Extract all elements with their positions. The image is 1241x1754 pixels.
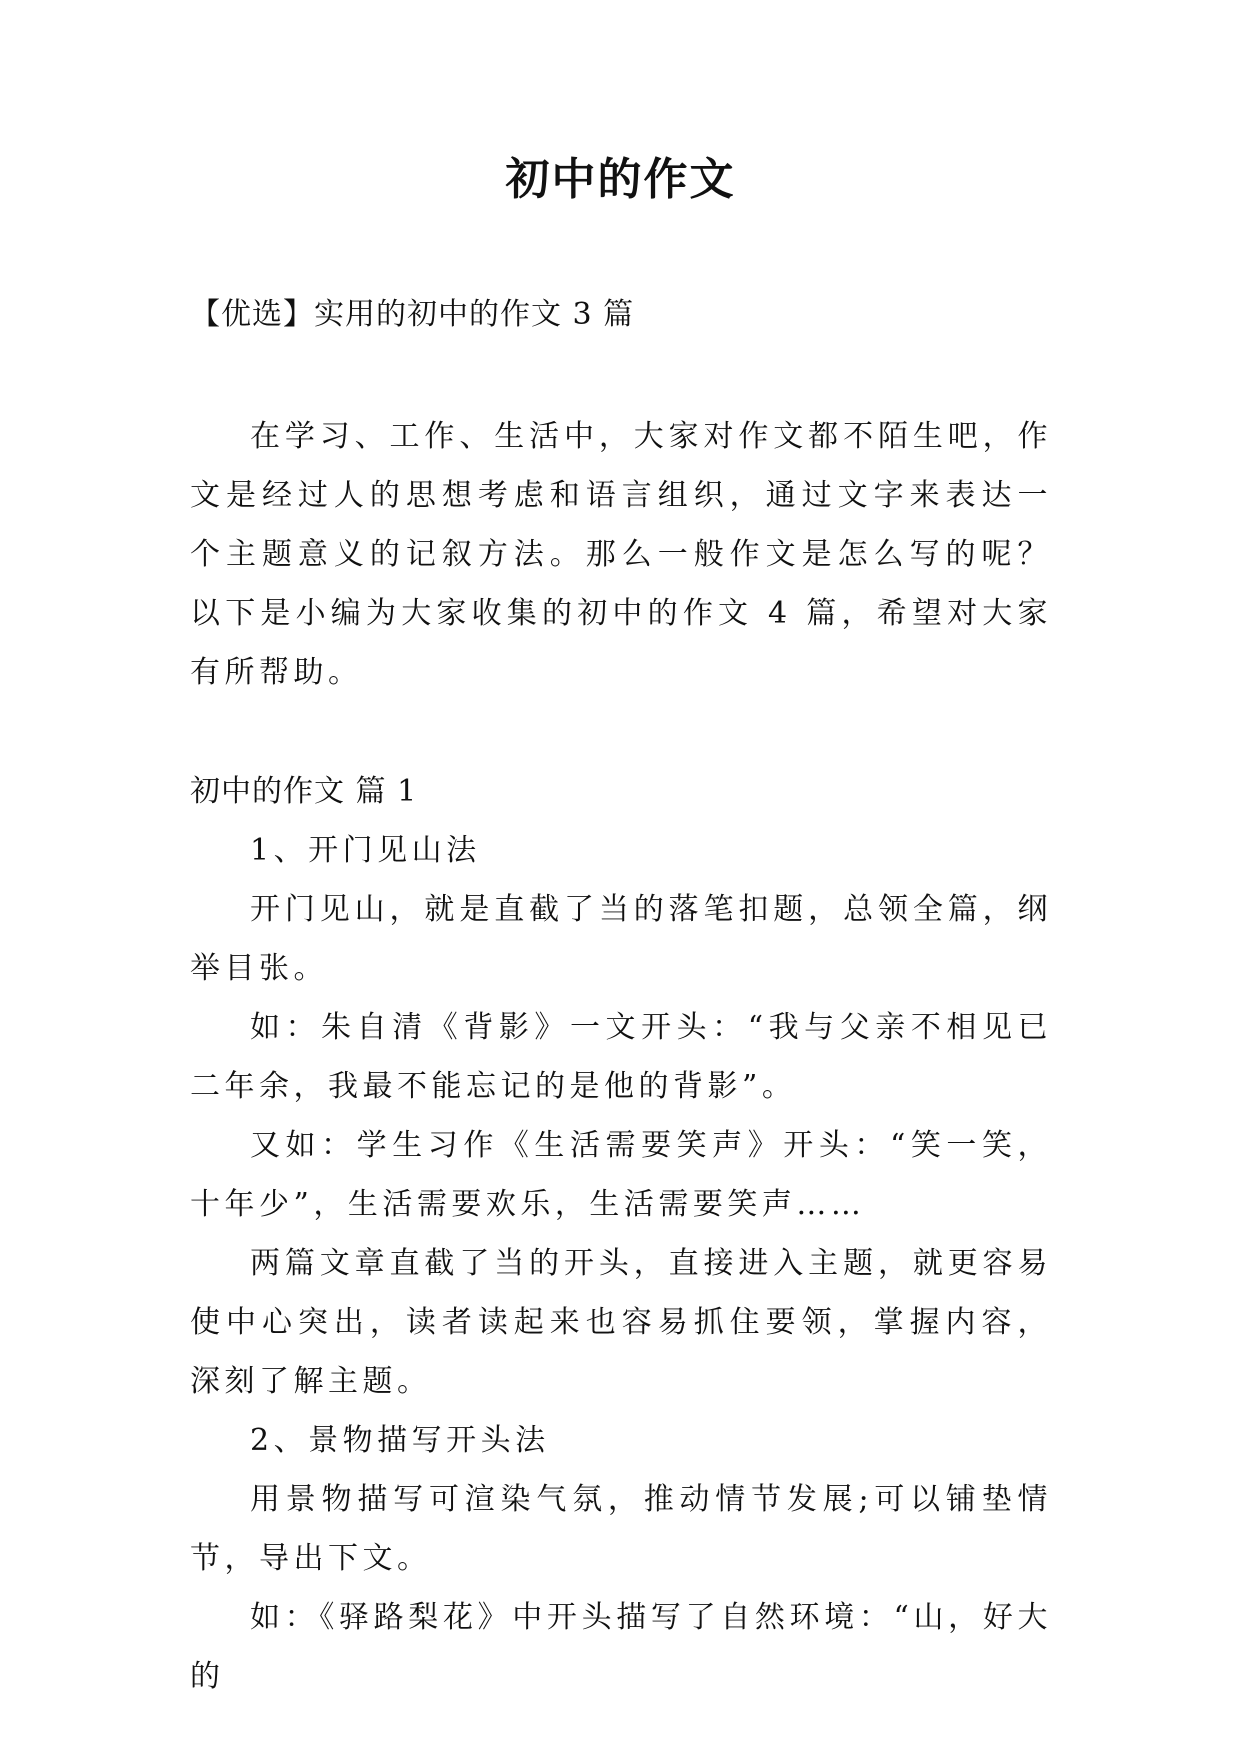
method-heading: 1、开门见山法 <box>250 833 481 868</box>
document-title: 初中的作文 <box>505 154 736 205</box>
intro-paragraph: 在学习、工作、生活中，大家对作文都不陌生吧，作文是经过人的思想考虑和语言组织，通过文字来表达一个主题意义的记叙方法。那么一般作文是怎么写的呢？以下是小编为大家收集的初中的作文 4 篇，希望对大家有所帮助。 <box>190 419 1052 690</box>
body-paragraph: 如：《驿路梨花》中开头描写了自然环境：“山，好大的 <box>190 1600 1052 1694</box>
body-paragraph: 如：朱自清《背影》一文开头：“我与父亲不相见已二年余，我最不能忘记的是他的背影”。 <box>190 1010 1052 1104</box>
document-subtitle: 【优选】实用的初中的作文 3 篇 <box>190 297 635 332</box>
body-paragraph: 又如：学生习作《生活需要笑声》开头：“笑一笑，十年少”，生活需要欢乐，生活需要笑声…… <box>190 1128 1052 1222</box>
section-heading: 初中的作文 篇 1 <box>190 774 418 809</box>
document-body <box>190 285 1052 1706</box>
body-paragraph: 用景物描写可渲染气氛，推动情节发展;可以铺垫情节，导出下文。 <box>190 1482 1052 1576</box>
method-heading: 2、景物描写开头法 <box>250 1423 550 1458</box>
body-paragraph: 开门见山，就是直截了当的落笔扣题，总领全篇，纲举目张。 <box>190 892 1052 986</box>
body-paragraph: 两篇文章直截了当的开头，直接进入主题，就更容易使中心突出，读者读起来也容易抓住要领，掌握内容，深刻了解主题。 <box>190 1246 1052 1399</box>
